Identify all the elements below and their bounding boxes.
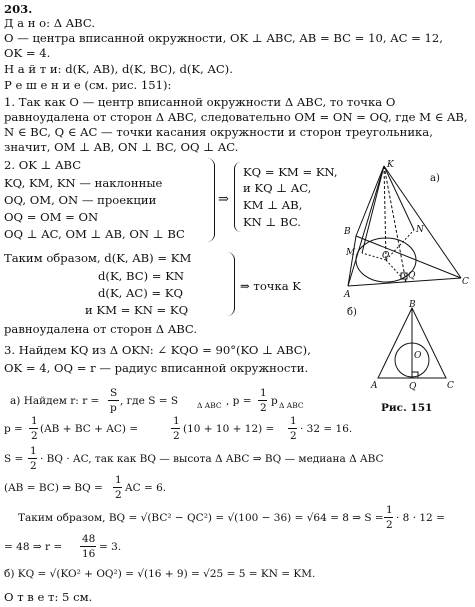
figure-caption: Рис. 151 [381,402,433,414]
step2-right-brace [234,162,241,232]
s-value: · 8 · 12 = [396,512,445,524]
thus-line-2: d(K, BC) = KN [98,269,184,283]
problem-number: 203. [4,2,33,16]
step2-result-1: KQ = KM = KN, [243,165,338,179]
step3-line-2: OK = 4, OQ = r — радиус вписанной окружности. [4,361,309,375]
find-line: Н а й т и: d(K, AB), d(K, BC), d(K, AC). [4,62,233,76]
p-half-num: 1 [260,387,267,399]
step1-line-4: значит, OM ⊥ AB, ON ⊥ BC, OQ ⊥ AC. [4,140,239,154]
p-result: · 32 = 16. [300,423,353,435]
r-den: 16 [82,548,96,560]
bq-median: (AB = BC) ⇒ BQ = [4,482,103,494]
pt-q2: Q [409,382,417,392]
implies-arrow: ⇒ [218,192,229,207]
thus-brace [226,252,235,316]
step2-line-3: OQ, OM, ON — проекции [4,193,157,207]
p-numbers: (10 + 10 + 12) = [183,423,275,435]
step1-line-1: 1. Так как O — центр вписанной окружности Δ ABC, то точка O [4,95,396,109]
step2-brace [206,158,215,242]
s-sub: Δ ABC [197,401,222,410]
pt-q: Q [408,271,416,281]
p-formula: (AB + BC + AC) = [40,423,139,435]
solution-title: Р е ш е н и е (см. рис. 151): [4,78,172,92]
step2-line-2: KQ, KM, KN — наклонные [4,176,163,190]
thus-result: ⇒ точка K [240,279,301,293]
step2-line-4: OQ = OM = ON [4,210,99,224]
r-where: , где S = S [120,395,179,407]
step2-result-4: KN ⊥ BC. [243,215,301,229]
thus-line-4: и KM = KN = KQ [85,303,189,317]
pt-a2: A [371,381,378,391]
r-eq: = 48 ⇒ r = [4,541,63,553]
thus-line-3: d(K, AC) = KQ [98,286,183,300]
pt-o: O [382,251,390,261]
step2-result-3: KM ⊥ AB, [243,198,303,212]
p-half-den: 2 [260,402,267,414]
thus-line-1: Таким образом, d(K, AB) = KM [4,251,192,265]
step2-result-2: и KQ ⊥ AC, [243,181,312,195]
given-line-3: OK = 4. [4,46,51,60]
pt-b: B [344,227,351,237]
p-sub: Δ ABC [279,401,304,410]
figure-a-3d-pyramid [342,158,473,303]
step1-line-3: N ∈ BC, Q ∈ AC — точки касания окружности и сторон треугольника, [4,125,433,139]
thus-end: равноудалена от сторон Δ ABC. [4,322,198,336]
given-line-2: O — центра вписанной окружности, OK ⊥ ABC, AB = BC = 10, AC = 12, [4,31,443,45]
given-line-1: Д а н о: Δ ABC. [4,16,96,30]
r-num: 48 [82,533,96,545]
step2-line-5: OQ ⊥ AC, OM ⊥ AB, ON ⊥ BC [4,227,185,241]
bq-result: AC = 6. [125,482,167,494]
answer: О т в е т: 5 см. [4,590,93,604]
pt-a: A [344,290,351,300]
pt-c: C [462,277,469,287]
thus-bq: Таким образом, BQ = √(BC² − QC²) = √(100 − 36) = √64 = 8 ⇒ S = [18,512,384,524]
find-r-label: а) Найдем r: r = [10,395,100,407]
figure-b-triangle [368,300,458,392]
kq-line: б) KQ = √(KO² + OQ²) = √(16 + 9) = √25 = 5 = KN = KM. [4,568,316,580]
r-frac-num: S [110,387,118,399]
step2-line-1: 2. OK ⊥ ABC [4,158,82,172]
pt-b2: B [409,300,416,310]
r-frac-den: p [110,402,117,414]
pt-k: K [387,160,394,170]
pt-c2: C [447,381,454,391]
fig-b-label: б) [347,307,357,318]
step1-line-2: равноудалена от сторон Δ ABC, следовательно OM = ON = OQ, где M ∈ AB, [4,110,468,124]
step3-line-1: 3. Найдем KQ из Δ OKN: ∠ KQO = 90°(KO ⊥ ABC), [4,343,311,357]
pt-n: N [416,225,424,235]
p-equals: , p = [226,395,252,407]
p-symbol: p [271,395,278,407]
pt-m: M [346,248,356,258]
s-formula: · BQ · AC, так как BQ — высота Δ ABC ⇒ BQ — медиана Δ ABC [40,453,384,465]
fig-a-label: а) [430,173,440,184]
r-end: = 3. [99,541,122,553]
pt-o2: O [414,351,422,361]
